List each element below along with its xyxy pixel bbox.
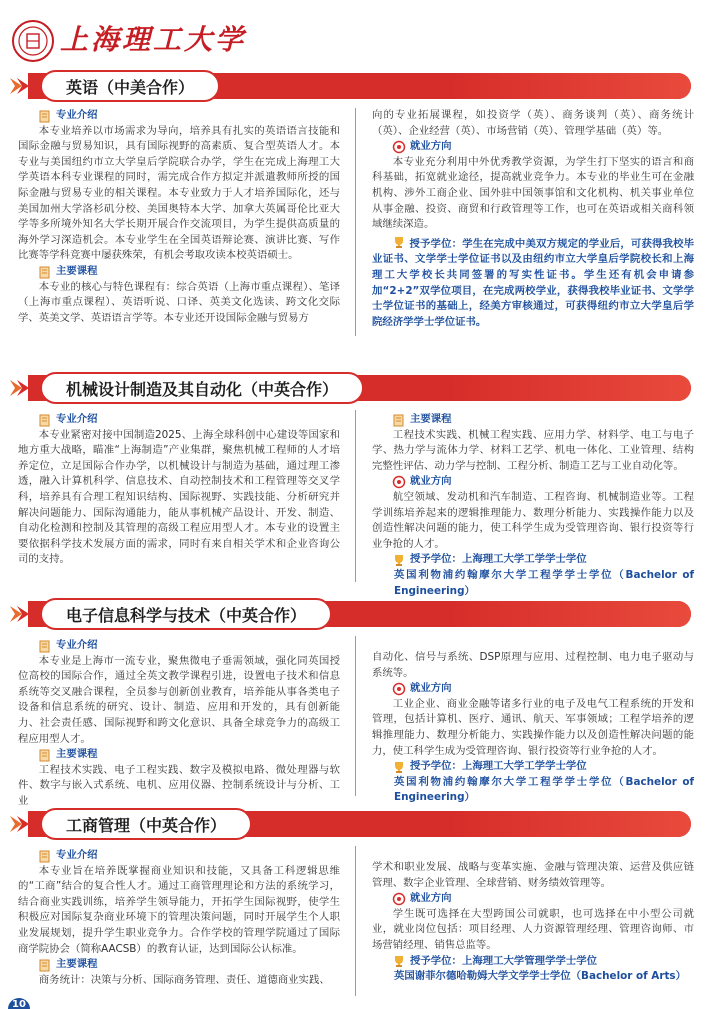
scroll-icon (38, 109, 52, 123)
degree-line-1: 授予学位：上海理工大学工学学士学位 (372, 552, 694, 568)
scroll-icon (38, 639, 52, 653)
section-banner-mechanical (0, 372, 711, 404)
section-banner-english (0, 70, 711, 102)
degree-line-1: 授予学位：上海理工大学工学学士学位 (372, 759, 694, 775)
section-english-left (18, 108, 340, 326)
subhead-courses: 主要课程 (18, 264, 340, 280)
trophy-icon (392, 235, 406, 249)
subhead-intro: 专业介绍 (18, 108, 340, 124)
courses-text-cont: 学术和职业发展、战略与变革实施、金融与管理决策、运营及供应链管理、数字企业管理、全球营销、财务绩效管理等。 (372, 861, 694, 889)
trophy-icon (392, 760, 406, 774)
target-icon (392, 892, 406, 906)
subhead-career: 就业方向 (372, 474, 694, 490)
book-icon (392, 413, 406, 427)
intro-text: 本专业旨在培养既掌握商业知识和技能，又具备工科逻辑思维的“工商”结合的复合性人才。通过工商管理理论和方法的系统学习，结合商业实践训练，培养学生领导能力，开拓学生国际视野，使学生积极应对国际复杂商业环境下的管理决策问题，同时开展学生个人职业发展规划，提升学生职业竞争力。合作学校的管理学院通过了国际商学院协会（简称AACSB）的教育认证，达到国际公认标准。 (18, 864, 340, 955)
intro-text: 本专业紧密对接中国制造2025、上海全球科创中心建设等国家和地方重大战略，瞄准“上海制造”产业集群，聚焦机械工程师的人才培养定位，立足国际合作办学，以机械设计与制造为基础，通过理工渗透，融入计算机科学、信息技术、自动控制技术和工程管理等交叉学科，培养具有合理工程知识结构、国际视野、实践技能、分析研究并解决问题能力、国际沟通能力，能从事机械产品设计、开发、制造、自动化检测和控制及其管理的高级工程应用型人才。本专业的设置主要依据科学技术发展方面的需求，同时有来自相关学术和企业咨询公司的支持。 (18, 428, 340, 566)
scroll-icon (38, 849, 52, 863)
scroll-icon (38, 413, 52, 427)
courses-text: 工程技术实践、机械工程实践、应用力学、材料学、电工与电子学、热力学与流体力学、材料工艺学、机电一体化、工业管理、结构完整性评估、动力学与控制、工程分析、制造工艺与工业自动化等。 (372, 428, 694, 472)
section-banner-business (0, 808, 711, 840)
courses-text: 本专业的核心与特色课程有：综合英语（上海市重点课程）、笔译（上海市重点课程）、英语听说、口译、英美文化选读、跨文化交际学、英美文学、英语语言学等。本专业还开设国际金融与贸易方 (18, 280, 340, 324)
subhead-intro: 专业介绍 (18, 412, 340, 428)
trophy-icon (392, 954, 406, 968)
section-electronic-right (372, 650, 694, 806)
section-title: 英语（中美合作） (40, 70, 220, 102)
degree-text: 授予学位：学生在完成中美双方规定的学业后，可获得我校毕业证书、文学学士学位证书以及由纽约市立大学皇后学院校长和上海理工大学校长共同签署的写实性证书。学生还有机会申请参加“2+2”双学位项目，在完成两校学业，获得我校毕业证书、文学学士学位证书的基础上，经美方审核通过，可获得纽约市立大学皇后学院经济学学士学位证书。 (372, 235, 694, 331)
degree-line-2: 英国利物浦约翰摩尔大学工程学学士学位（Bachelor of Engineering） (394, 775, 694, 804)
arrow-icon (8, 74, 32, 98)
courses-text: 工程技术实践、电子工程实践、数字及模拟电路、微处理器与软件、数字与嵌入式系统、电机、应用仪器、控制系统设计与分析、工业 (18, 763, 340, 807)
subhead-career: 就业方向 (372, 681, 694, 697)
university-seal-icon (12, 20, 54, 62)
section-english-right (372, 108, 694, 330)
section-business-left (18, 848, 340, 988)
subhead-intro: 专业介绍 (18, 638, 340, 654)
page-number: 10 (8, 998, 30, 1009)
career-text: 学生既可选择在大型跨国公司就职，也可选择在中小型公司就业，就业岗位包括：项目经理、人力资源管理经理、管理咨询师、市场营销经理、销售总监等。 (372, 907, 694, 951)
career-text: 工业企业、商业金融等诸多行业的电子及电气工程系统的开发和管理，包括计算机、医疗、通讯、航天、军事领域；工程学培养的逻辑推理能力、数理分析能力、实践操作能力以及创造性解决问题的能力，使工科学生成为受管理咨询、银行投资等行业争抢的人才。 (372, 697, 694, 757)
subhead-courses: 主要课程 (18, 957, 340, 973)
degree-line-1: 授予学位：上海理工大学管理学学士学位 (372, 954, 694, 970)
section-business-right (372, 860, 694, 985)
section-electronic-left (18, 638, 340, 810)
book-icon (38, 265, 52, 279)
section-mechanical-right (372, 412, 694, 599)
arrow-icon (8, 376, 32, 400)
section-title: 电子信息科学与技术（中英合作） (40, 598, 332, 630)
target-icon (392, 475, 406, 489)
subhead-courses: 主要课程 (372, 412, 694, 428)
subhead-career: 就业方向 (372, 139, 694, 155)
target-icon (392, 682, 406, 696)
courses-text-cont: 自动化、信号与系统、DSP原理与应用、过程控制、电力电子驱动与系统等。 (372, 651, 694, 679)
section-mechanical-left (18, 412, 340, 568)
arrow-icon (8, 812, 32, 836)
courses-text: 商务统计：决策与分析、国际商务管理、责任、道德商业实践、 (38, 973, 330, 986)
book-icon (38, 748, 52, 762)
career-text: 本专业充分利用中外优秀教学资源，为学生打下坚实的语言和商科基础，拓宽就业途径，提高就业竞争力。本专业的毕业生可在金融机构、涉外工商企业、国外驻中国领事馆和文化机构、机关事业单位从事金融、投资、商贸和行政管理等工作，也可在英语或相关商科领域继续深造。 (372, 155, 694, 231)
section-banner-electronic (0, 598, 711, 630)
subhead-courses: 主要课程 (18, 747, 340, 763)
career-text: 航空领域、发动机和汽车制造、工程咨询、机械制造业等。工程学训练培养起来的逻辑推理能力、数理分析能力、实践操作能力以及创造性解决问题的能力，使工科学生成为受管理咨询、银行投资等行业争抢的人才。 (372, 490, 694, 550)
book-icon (38, 958, 52, 972)
trophy-icon (392, 553, 406, 567)
subhead-career: 就业方向 (372, 891, 694, 907)
degree-line-2: 英国利物浦约翰摩尔大学工程学学士学位（Bachelor of Engineering） (394, 568, 694, 597)
section-title: 机械设计制造及其自动化（中英合作） (40, 372, 364, 404)
degree-line-2: 英国谢菲尔德哈勒姆大学文学学士学位（Bachelor of Arts） (394, 970, 686, 983)
page-header (0, 0, 711, 70)
university-name: 上海理工大学 (60, 23, 247, 56)
target-icon (392, 140, 406, 154)
arrow-icon (8, 602, 32, 626)
intro-text: 本专业培养以市场需求为导向，培养具有扎实的英语语言技能和国际金融与贸易知识，具有国际视野的高素质、复合型英语人才。本专业与美国纽约市立大学皇后学院联合办学，学生在完成上海理工大学英语本科专业课程的同时，需完成合作方拟定并派遣教师所授的国际金融与贸易专业的相关课程。本专业致力于人才培养国际化，还与美国加州大学洛杉矶分校、美国奥特本大学、加拿大英属哥伦比亚大学等多所境外知名大学长期开展合作交流项目，为学生提供高质量的海外学习深造机会。本专业学生在全国英语辩论赛、演讲比赛、写作比赛等学科竞赛中屡获殊荣，有机会考取攻读本校英语硕士。 (18, 124, 340, 262)
section-title: 工商管理（中英合作） (40, 808, 252, 840)
subhead-intro: 专业介绍 (18, 848, 340, 864)
intro-text: 本专业是上海市一流专业，聚焦微电子垂需领域，强化同英国授位高校的国际合作，通过全英文教学课程引进，设置电子技术和信息系统等交叉融合课程，全员参与创新创业教育，培养能从事各类电子设备和信息系统的研究、设计、制造、应用和开发的，具有创新能力、社会责任感、国际视野和跨文化意识、具备全球竞争力的高级工程应用型人才。 (18, 654, 340, 745)
courses-text-cont: 向的专业拓展课程，如投资学（英）、商务谈判（英）、商务统计（英）、企业经营（英）、市场营销（英）、管理学基础（英）等。 (372, 109, 694, 137)
